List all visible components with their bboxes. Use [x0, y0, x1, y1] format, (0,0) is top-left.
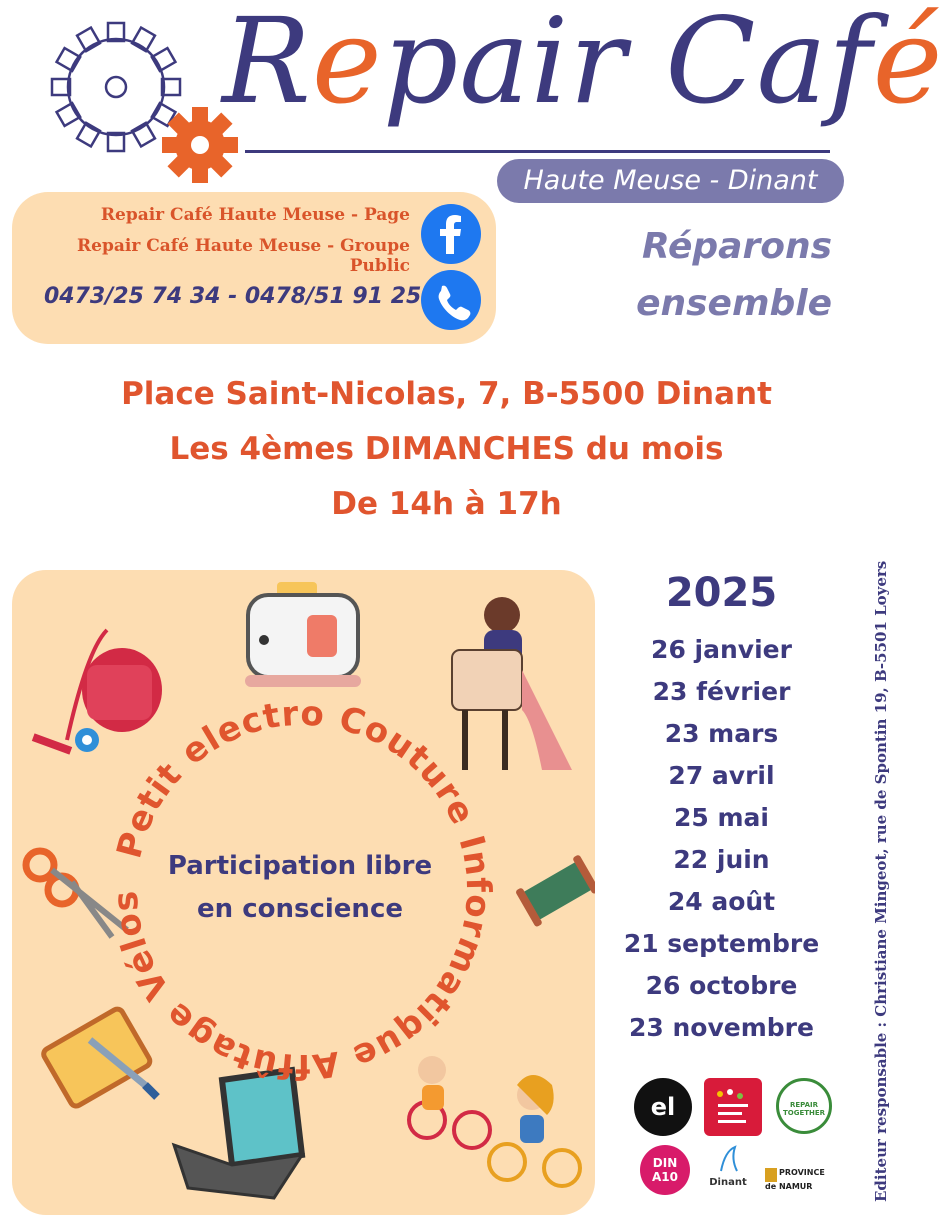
din-a10-logo: DIN A10	[640, 1145, 690, 1195]
page-title: Repair Café	[222, 0, 943, 130]
participation-text	[150, 845, 450, 931]
event-address: Place Saint-Nicolas, 7, B-5500 Dinant	[121, 376, 772, 412]
calendar-year: 2025	[665, 570, 778, 616]
facebook-group-link[interactable]: Repair Café Haute Meuse - Groupe Public	[77, 236, 410, 276]
participation-line-1: Participation libre	[167, 851, 433, 881]
date-item: 26 janvier	[651, 635, 792, 664]
slogan-line-1: Réparons	[642, 226, 832, 267]
province-namur-logo: PROVINCE de NAMUR	[765, 1168, 825, 1191]
vacuum-cleaner-icon	[32, 630, 162, 755]
social-plan-logo	[704, 1078, 762, 1136]
activity-couture: Couture	[334, 698, 483, 832]
date-item: 27 avril	[668, 761, 775, 790]
gear-logo	[30, 5, 245, 190]
activity-affutage: Affûtage	[156, 993, 342, 1087]
toaster-icon	[245, 582, 361, 687]
location-badge: Haute Meuse - Dinant	[497, 159, 844, 203]
facebook-icon[interactable]	[421, 204, 481, 264]
dinant-logo: Dinant	[708, 1145, 748, 1205]
thread-spool-icon	[515, 854, 595, 927]
facebook-page-link[interactable]: Repair Café Haute Meuse - Page	[100, 205, 410, 225]
event-hours: De 14h à 17h	[331, 486, 562, 522]
date-item: 24 août	[667, 887, 776, 916]
cutting-board-icon	[42, 1007, 157, 1108]
large-gear-icon	[52, 23, 180, 151]
slogan	[600, 218, 832, 332]
date-item: 25 mai	[674, 803, 769, 832]
date-item: 23 février	[652, 677, 791, 706]
phone-icon[interactable]	[421, 270, 481, 330]
date-item: 26 octobre	[645, 971, 798, 1000]
calendar-dates	[600, 629, 843, 1049]
editor-credit: Editeur responsable : Christiane Mingeot, rue de Spontin 19, B-5501 Loyers	[872, 560, 890, 1202]
participation-line-2: en conscience	[197, 894, 403, 924]
activity-petit-electro: Petit electro	[109, 693, 327, 863]
repair-together-logo: REPAIR TOGETHER	[776, 1078, 832, 1134]
date-item: 21 septembre	[623, 929, 820, 958]
activity-velos: Vélos	[105, 888, 178, 1007]
phone-numbers[interactable]: 0473/25 74 34 - 0478/51 91 25	[44, 284, 422, 309]
activity-informatique: Informatique	[346, 831, 499, 1078]
date-item: 22 juin	[673, 845, 770, 874]
date-item: 23 novembre	[629, 1013, 814, 1042]
event-schedule: Les 4èmes DIMANCHES du mois	[169, 431, 724, 467]
el-logo: el	[634, 1078, 692, 1136]
seamstress-icon	[452, 597, 572, 770]
kids-on-bikes-icon	[409, 1056, 580, 1186]
date-item: 23 mars	[664, 719, 779, 748]
slogan-line-2: ensemble	[636, 283, 832, 324]
laptop-icon	[174, 1070, 302, 1198]
title-underline	[245, 150, 830, 153]
